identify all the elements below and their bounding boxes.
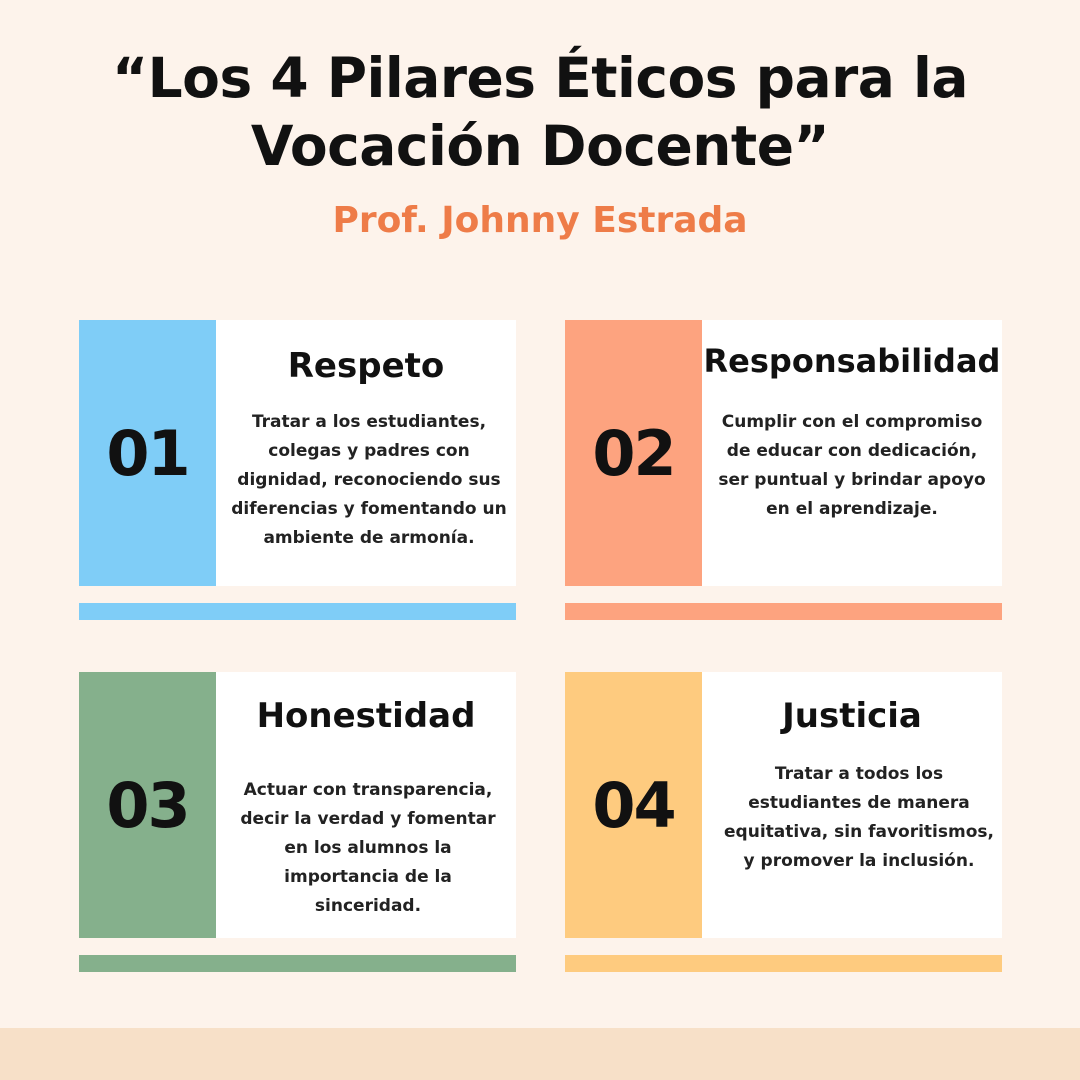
pillar-number: 03	[106, 768, 189, 842]
title-line-1: “Los 4 Pilares Éticos para la	[111, 46, 969, 110]
pillar-title: Responsabilidad	[703, 342, 1001, 380]
pillar-content	[216, 320, 516, 586]
pillar-card-justicia	[565, 672, 1002, 938]
pillar-description: Cumplir con el compromiso de educar con dedicación, ser puntual y brindar apoyo en el aprendizaje.	[718, 412, 986, 519]
pillar-number: 02	[592, 416, 675, 490]
pillar-number-box	[79, 320, 216, 586]
pillar-number-box	[565, 320, 702, 586]
pillar-description: Actuar con transparencia, decir la verdad y fomentar en los alumnos la importancia de la sinceridad.	[240, 780, 496, 916]
pillar-description: Tratar a todos los estudiantes de manera equitativa, sin favoritismos, y promover la inclusión.	[724, 764, 994, 871]
page-title	[0, 44, 1080, 180]
title-line-2: Vocación Docente”	[250, 114, 830, 178]
footer-band	[0, 1028, 1080, 1080]
pillar-card-responsabilidad	[565, 320, 1002, 586]
pillar-underline-bar	[565, 955, 1002, 972]
pillar-number: 01	[106, 416, 189, 490]
pillar-underline-bar	[565, 603, 1002, 620]
pillar-number-box	[79, 672, 216, 938]
pillar-description: Tratar a los estudiantes, colegas y padres con dignidad, reconociendo sus diferencias y fomentando un ambiente de armonía.	[231, 412, 507, 548]
pillar-card-honestidad	[79, 672, 516, 938]
pillar-number: 04	[592, 768, 675, 842]
pillar-content	[702, 320, 1002, 586]
pillar-title: Honestidad	[256, 696, 476, 736]
pillar-title: Respeto	[287, 346, 445, 386]
pillar-title: Justicia	[782, 696, 922, 736]
author-name: Prof. Johnny Estrada	[332, 200, 748, 241]
pillar-underline-bar	[79, 955, 516, 972]
pillar-number-box	[565, 672, 702, 938]
pillar-card-respeto	[79, 320, 516, 586]
pillar-underline-bar	[79, 603, 516, 620]
pillar-content	[216, 672, 516, 938]
pillar-content	[702, 672, 1002, 938]
